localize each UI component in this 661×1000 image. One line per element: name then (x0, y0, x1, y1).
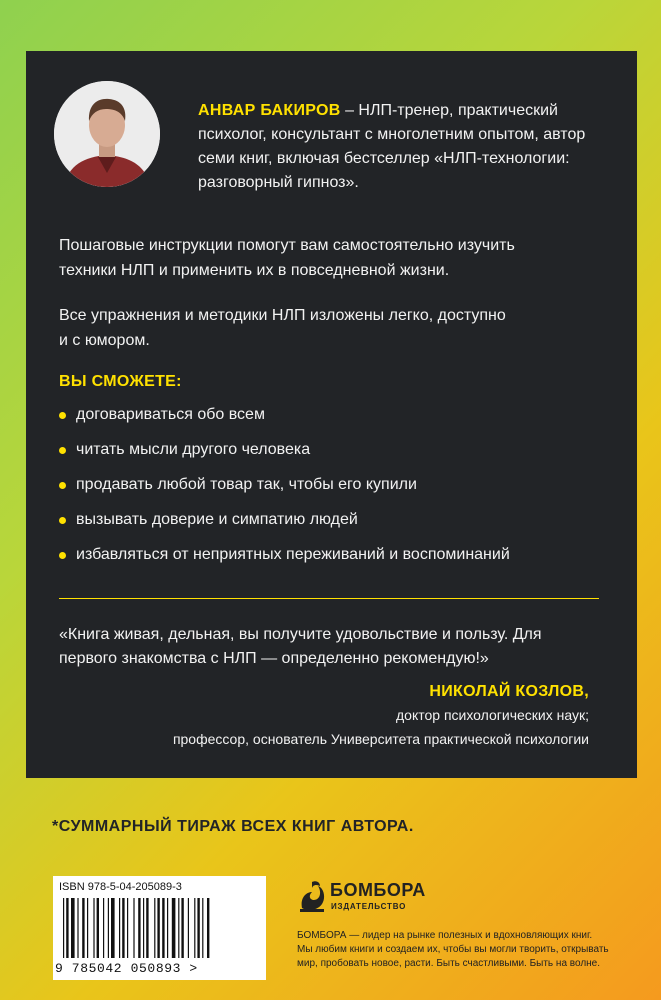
description-paragraph-1 (59, 233, 619, 283)
list-item-text: договариваться обо всем (76, 406, 265, 423)
bullet-icon (59, 552, 66, 559)
barcode-bars-icon (63, 898, 257, 958)
publisher-line: мир, пробовать новое, расти. Быть счастливыми. Быть на волне. (297, 958, 601, 969)
paragraph-line: и с юмором. (59, 332, 150, 349)
list-item-text: продавать любой товар так, чтобы его купили (76, 476, 417, 493)
list-item (59, 543, 510, 578)
bio-line: психолог, консультант с многолетним опытом, автор (198, 126, 586, 143)
bio-line: семи книг, включая бестселлер «НЛП-технологии: (198, 150, 570, 167)
quote-line: первого знакомства с НЛП — определенно рекомендую!» (59, 650, 489, 667)
bullet-icon (59, 517, 66, 524)
list-item-text: читать мысли другого человека (76, 441, 311, 458)
bullet-icon (59, 482, 66, 489)
publisher-description (297, 929, 642, 971)
list-item-text: избавляться от неприятных переживаний и воспоминаний (76, 546, 510, 563)
dark-panel (26, 51, 637, 778)
review-quote (59, 623, 619, 671)
publisher-logo-subtitle: ИЗДАТЕЛЬСТВО (331, 902, 407, 911)
list-item (59, 473, 510, 508)
list-item (59, 438, 510, 473)
benefits-list (59, 403, 510, 578)
benefits-heading: ВЫ СМОЖЕТЕ: (59, 373, 182, 390)
barcode (53, 876, 266, 980)
bullet-icon (59, 447, 66, 454)
author-photo (54, 81, 160, 187)
list-item-text: вызывать доверие и симпатию людей (76, 511, 358, 528)
print-run-footnote: *СУММАРНЫЙ ТИРАЖ ВСЕХ КНИГ АВТОРА. (52, 818, 414, 835)
author-name: АНВАР БАКИРОВ (198, 102, 341, 119)
paragraph-line: Пошаговые инструкции помогут вам самостоятельно изучить (59, 237, 515, 254)
author-portrait-icon (54, 81, 160, 187)
publisher-logo-text: БОМБОРА (330, 880, 426, 900)
bio-line: разговорный гипноз». (198, 174, 359, 191)
bio-line: – НЛП-тренер, практический (340, 102, 558, 119)
barcode-number: 9 785042 050893 > (55, 961, 198, 976)
quote-author-title: доктор психологических наук; (395, 707, 589, 723)
isbn-label: ISBN 978-5-04-205089-3 (59, 881, 182, 893)
bombora-wave-logo-icon (298, 878, 326, 912)
author-bio (198, 99, 618, 195)
quote-author: НИКОЛАЙ КОЗЛОВ, (429, 683, 589, 700)
list-item (59, 508, 510, 543)
list-item (59, 403, 510, 438)
paragraph-line: техники НЛП и применить их в повседневной жизни. (59, 262, 450, 279)
publisher-line: БОМБОРА — лидер на рынке полезных и вдохновляющих книг. (297, 930, 593, 941)
divider (59, 598, 599, 599)
quote-line: «Книга живая, дельная, вы получите удовольствие и пользу. Для (59, 626, 542, 643)
bullet-icon (59, 412, 66, 419)
paragraph-line: Все упражнения и методики НЛП изложены легко, доступно (59, 307, 506, 324)
publisher-line: Мы любим книги и создаем их, чтобы вы могли творить, открывать (297, 944, 609, 955)
quote-author-position: профессор, основатель Университета практической психологии (172, 731, 589, 747)
description-paragraph-2 (59, 303, 619, 353)
